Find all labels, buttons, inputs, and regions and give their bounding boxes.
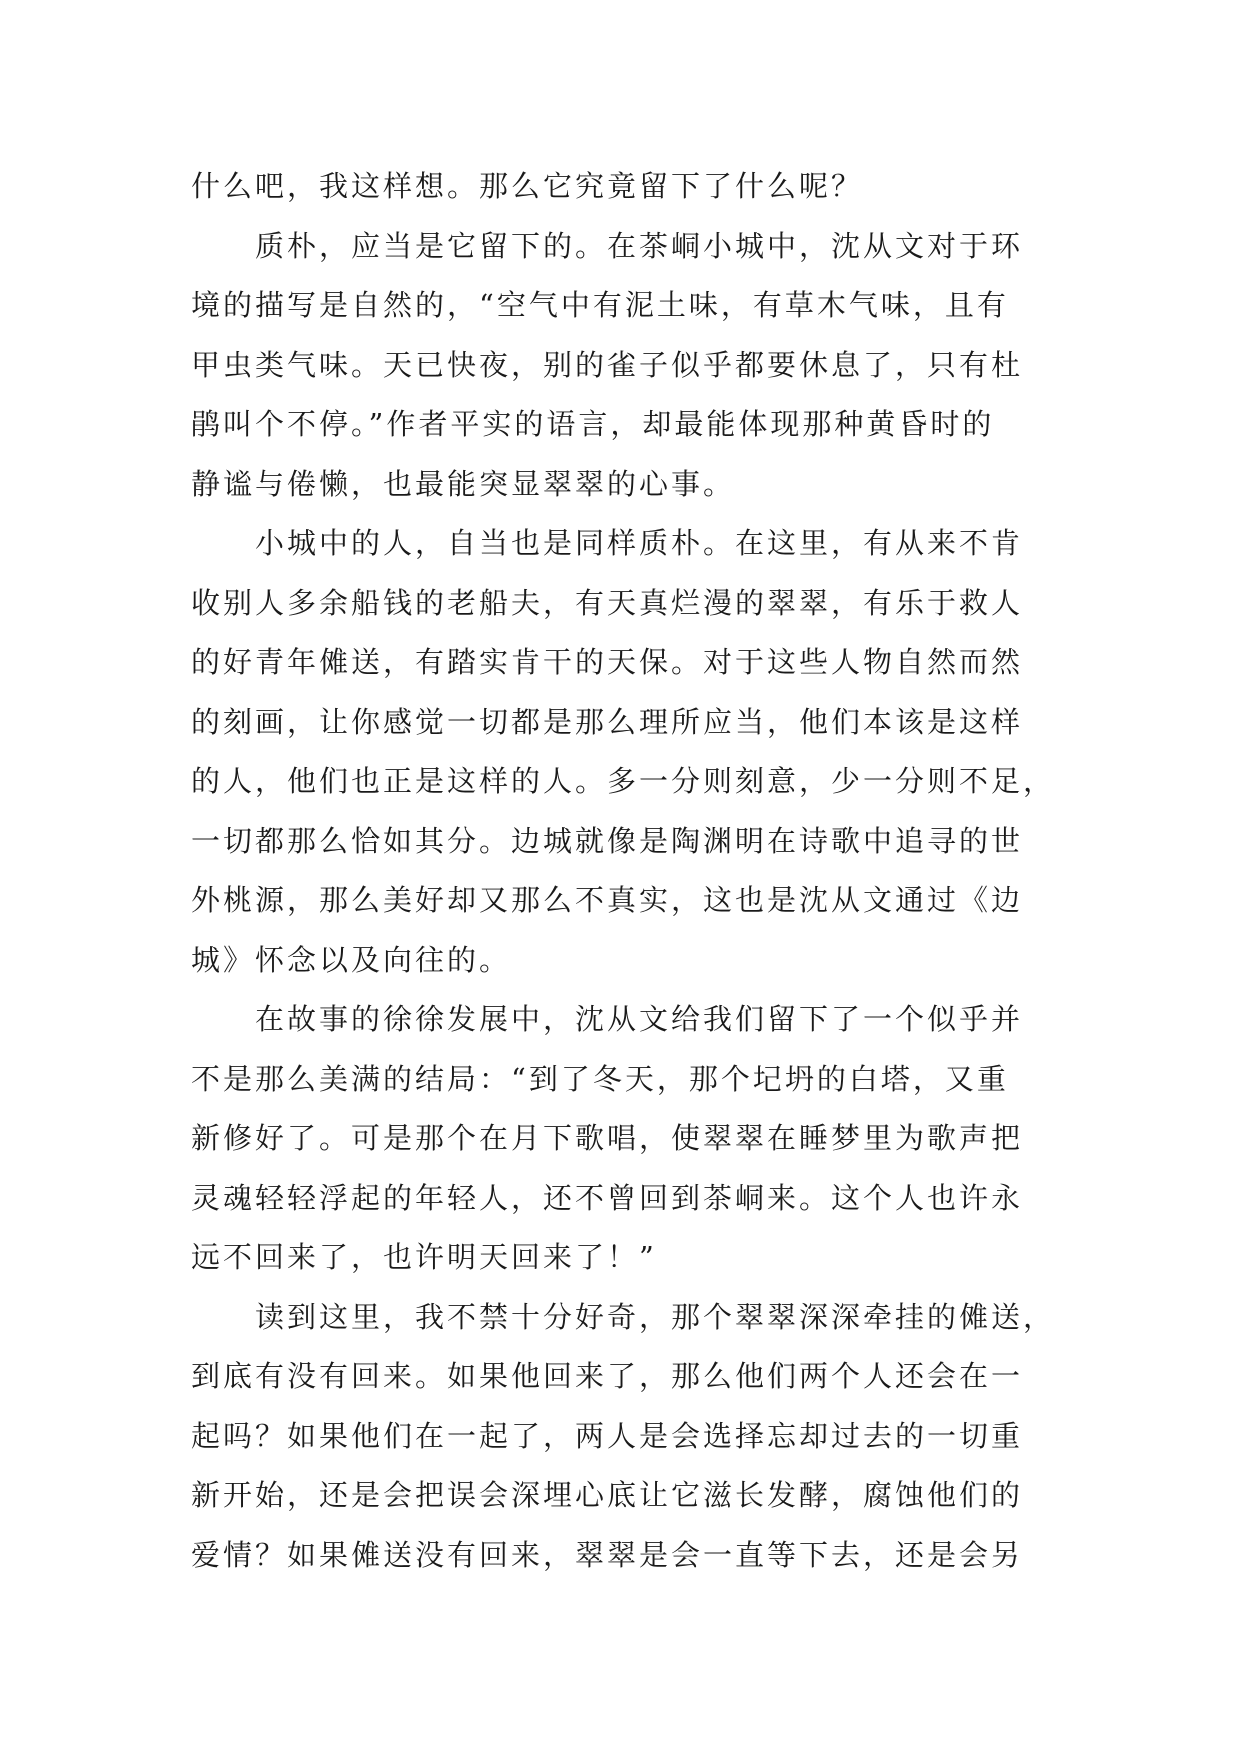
text-line: 甲虫类气味。天已快夜，别的雀子似乎都要休息了，只有杜	[191, 347, 1024, 382]
text-line: 到底有没有回来。如果他回来了，那么他们两个人还会在一	[191, 1359, 1024, 1393]
text-line: 外桃源，那么美好却又那么不真实，这也是沈从文通过《边	[191, 883, 1024, 917]
text-line: 一切都那么恰如其分。边城就像是陶渊明在诗歌中追寻的世	[191, 823, 1024, 858]
text-line: 远不回来了，也许明天回来了！”	[191, 1240, 657, 1274]
text-line: 的好青年傩送，有踏实肯干的天保。对于这些人物自然而然	[191, 645, 1024, 679]
text-line: 起吗？如果他们在一起了，两人是会选择忘却过去的一切重	[191, 1418, 1024, 1453]
text-line: 境的描写是自然的，“空气中有泥土味，有草木气味，且有	[191, 288, 1009, 322]
text-line: 静谧与倦懒，也最能突显翠翠的心事。	[191, 466, 736, 501]
document-body	[191, 157, 1056, 1585]
paragraph-start-line: 质朴，应当是它留下的。在茶峒小城中，沈从文对于环	[255, 228, 1024, 263]
text-line: 收别人多余船钱的老船夫，有天真烂漫的翠翠，有乐于救人	[191, 585, 1024, 620]
text-line: 城》怀念以及向往的。	[191, 942, 512, 977]
text-line: 新开始，还是会把误会深埋心底让它滋长发酵，腐蚀他们的	[191, 1478, 1024, 1512]
text-line: 爱情？如果傩送没有回来，翠翠是会一直等下去，还是会另	[191, 1537, 1024, 1572]
text-line: 不是那么美满的结局：“到了冬天，那个圮坍的白塔，又重	[191, 1061, 1009, 1096]
text-line: 什么吧，我这样想。那么它究竟留下了什么呢？	[191, 169, 864, 203]
text-line: 灵魂轻轻浮起的年轻人，还不曾回到茶峒来。这个人也许永	[191, 1180, 1024, 1215]
text-line: 的刻画，让你感觉一切都是那么理所应当，他们本该是这样	[191, 704, 1024, 739]
text-line: 鹃叫个不停。”作者平实的语言，却最能体现那种黄昏时的	[191, 407, 995, 441]
paragraph-start-line: 读到这里，我不禁十分好奇，那个翠翠深深牵挂的傩送，	[255, 1299, 1056, 1334]
paragraph-start-line: 在故事的徐徐发展中，沈从文给我们留下了一个似乎并	[255, 1002, 1024, 1036]
text-line: 新修好了。可是那个在月下歌唱，使翠翠在睡梦里为歌声把	[191, 1121, 1024, 1155]
paragraph-start-line: 小城中的人，自当也是同样质朴。在这里，有从来不肯	[255, 526, 1024, 560]
text-line: 的人，他们也正是这样的人。多一分则刻意，少一分则不足，	[191, 764, 1056, 798]
